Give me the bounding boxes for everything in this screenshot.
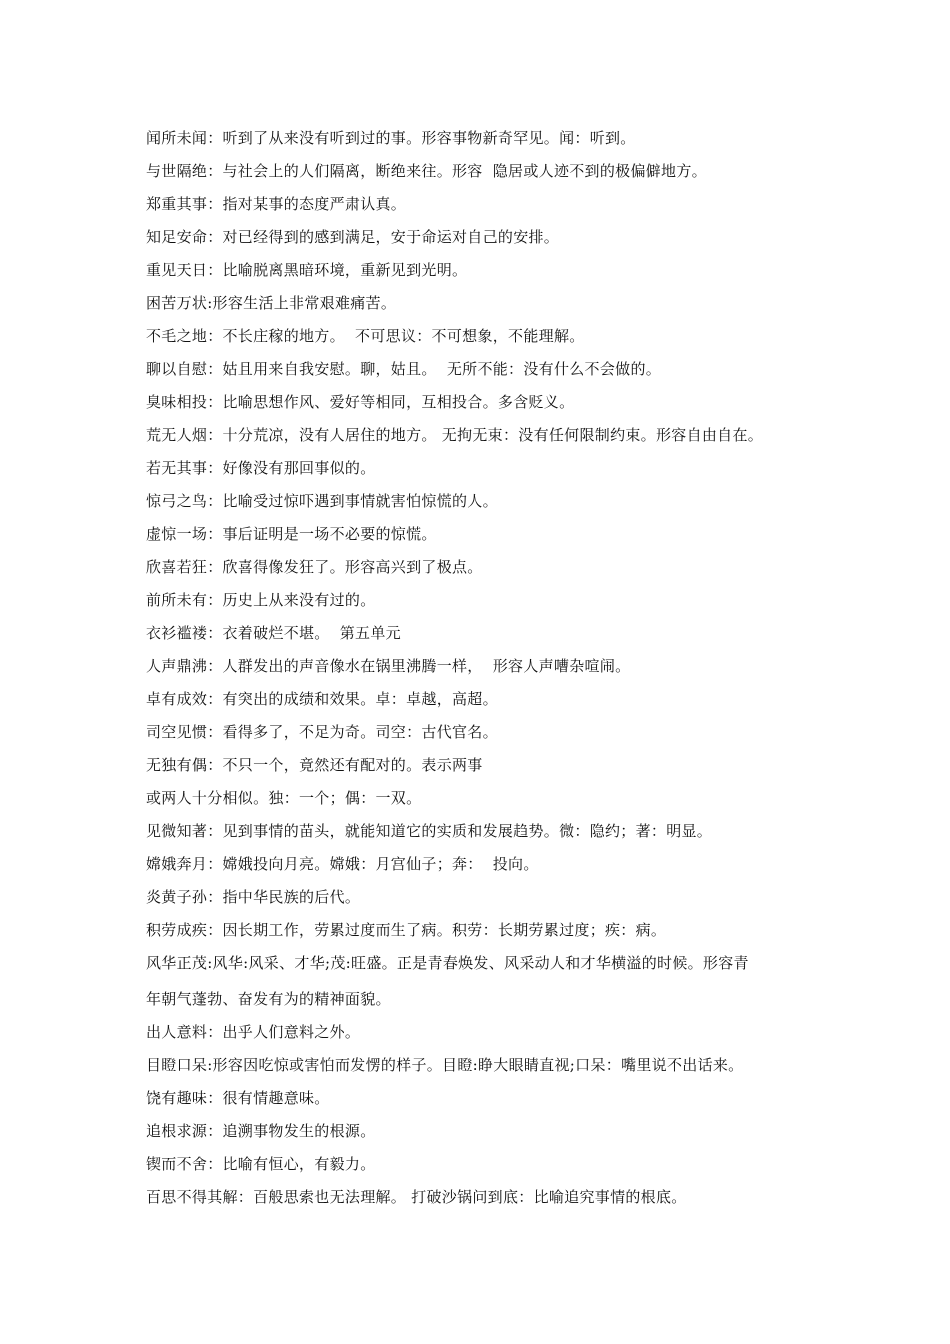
text-line: 与世隔绝：与社会上的人们隔离，断绝来往。形容 隐居或人迹不到的极偏僻地方。 bbox=[146, 162, 707, 180]
text-line: 炎黄子孙：指中华民族的后代。 bbox=[146, 888, 361, 906]
text-line: 闻所未闻：听到了从来没有听到过的事。形容事物新奇罕见。闻：听到。 bbox=[146, 129, 636, 147]
text-line: 司空见惯：看得多了，不足为奇。司空：古代官名。 bbox=[146, 723, 498, 741]
text-line: 郑重其事：指对某事的态度严肃认真。 bbox=[146, 195, 407, 213]
text-line: 前所未有：历史上从来没有过的。 bbox=[146, 591, 376, 609]
text-line: 无独有偶：不只一个，竟然还有配对的。表示两事 bbox=[146, 756, 483, 774]
text-line: 臭味相投：比喻思想作风、爱好等相同，互相投合。多含贬义。 bbox=[146, 393, 575, 411]
text-line: 见微知著：见到事情的苗头，就能知道它的实质和发展趋势。微：隐约；著：明显。 bbox=[146, 822, 713, 840]
text-line: 惊弓之鸟：比喻受过惊吓遇到事情就害怕惊慌的人。 bbox=[146, 492, 498, 510]
text-line: 困苦万状:形容生活上非常艰难痛苦。 bbox=[146, 294, 397, 312]
text-line: 百思不得其解：百般思索也无法理解。 打破沙锅问到底：比喻追究事情的根底。 bbox=[146, 1188, 687, 1206]
text-line: 知足安命：对已经得到的感到满足，安于命运对自己的安排。 bbox=[146, 228, 560, 246]
text-line: 卓有成效：有突出的成绩和效果。卓：卓越，高超。 bbox=[146, 690, 498, 708]
text-line: 虚惊一场：事后证明是一场不必要的惊慌。 bbox=[146, 525, 437, 543]
text-line: 重见天日：比喻脱离黑暗环境，重新见到光明。 bbox=[146, 261, 468, 279]
text-line: 人声鼎沸：人群发出的声音像水在锅里沸腾一样， 形容人声嘈杂喧闹。 bbox=[146, 657, 631, 675]
text-line: 聊以自慰：姑且用来自我安慰。聊，姑且。 无所不能：没有什么不会做的。 bbox=[146, 360, 662, 378]
text-line: 若无其事：好像没有那回事似的。 bbox=[146, 459, 376, 477]
text-line: 风华正茂:风华:风采、才华;茂:旺盛。正是青春焕发、风采动人和才华横溢的时候。形容青 bbox=[146, 954, 749, 972]
text-line: 荒无人烟：十分荒凉，没有人居住的地方。 无拘无束：没有任何限制约束。形容自由自在。 bbox=[146, 426, 764, 444]
text-line: 年朝气蓬勃、奋发有为的精神面貌。 bbox=[146, 990, 391, 1008]
text-line: 欣喜若狂：欣喜得像发狂了。形容高兴到了极点。 bbox=[146, 558, 483, 576]
text-line: 饶有趣味：很有情趣意味。 bbox=[146, 1089, 330, 1107]
text-line: 衣衫褴褛：衣着破烂不堪。 第五单元 bbox=[146, 624, 401, 642]
text-line: 不毛之地：不长庄稼的地方。 不可思议：不可想象，不能理解。 bbox=[146, 327, 585, 345]
text-line: 目瞪口呆:形容因吃惊或害怕而发愣的样子。目瞪:睁大眼睛直视;口呆：嘴里说不出话来。 bbox=[146, 1056, 744, 1074]
text-line: 积劳成疾：因长期工作，劳累过度而生了病。积劳：长期劳累过度；疾：病。 bbox=[146, 921, 667, 939]
idiom-list bbox=[146, 124, 826, 1216]
text-line: 或两人十分相似。独：一个；偶：一双。 bbox=[146, 789, 422, 807]
text-line: 追根求源：追溯事物发生的根源。 bbox=[146, 1122, 376, 1140]
text-line: 锲而不舍：比喻有恒心，有毅力。 bbox=[146, 1155, 376, 1173]
text-line: 嫦娥奔月：嫦娥投向月亮。嫦娥：月宫仙子；奔： 投向。 bbox=[146, 855, 539, 873]
text-line: 出人意料：出乎人们意料之外。 bbox=[146, 1023, 361, 1041]
